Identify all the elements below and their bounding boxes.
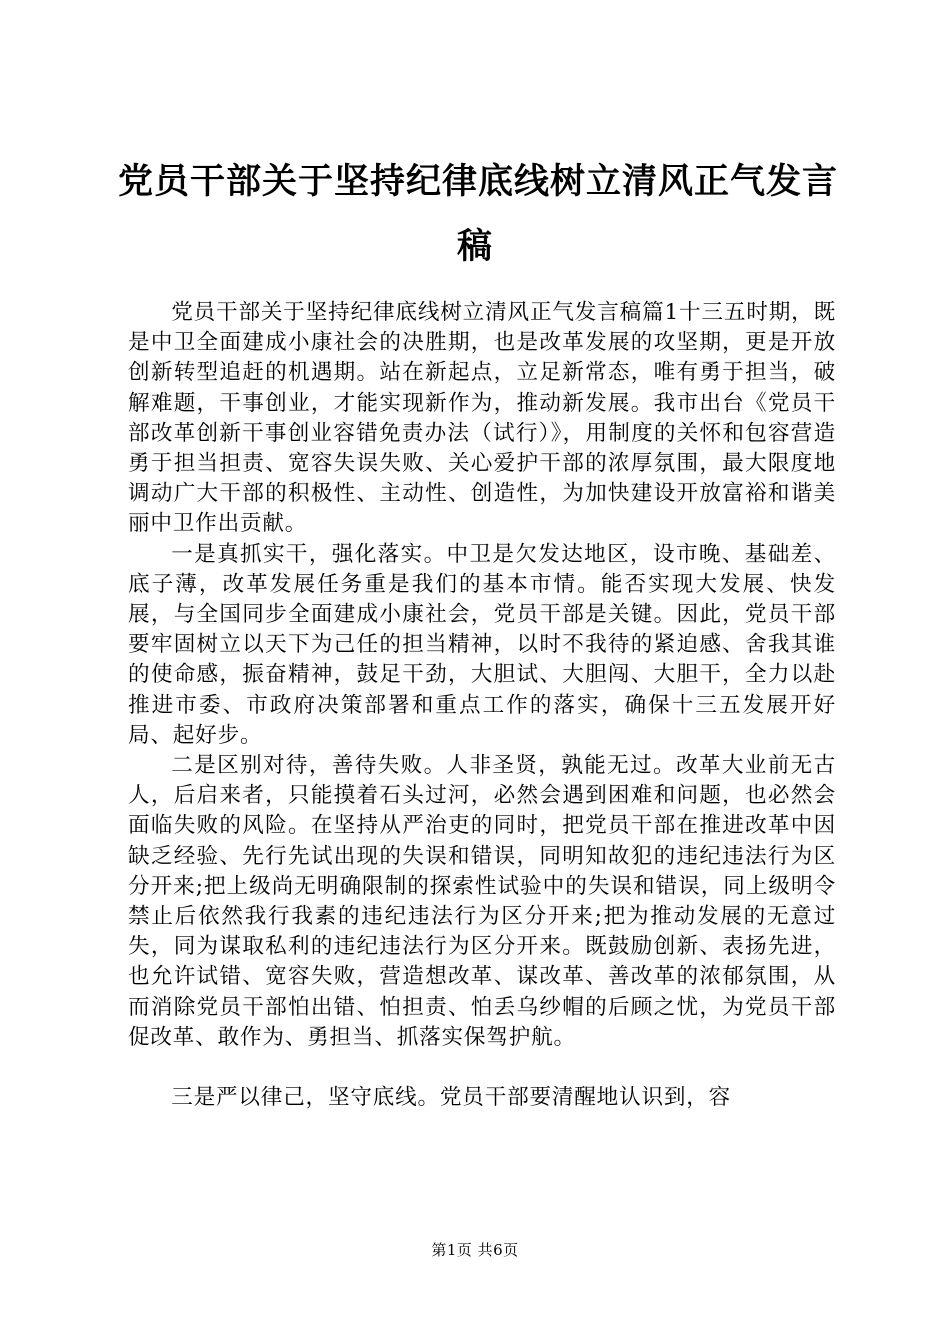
paragraph-point-two: 二是区别对待，善待失败。人非圣贤，孰能无过。改革大业前无古人，后启来者，只能摸着石头过河，必然会遇到困难和问题，也必然会面临失败的风险。在坚持从严治吏的同时，把党员干部在推进改革中因缺乏经验、先行先试出现的失误和错误，同明知故犯的违纪违法行为区分开来;把上级尚无明确限制的探索性试验中的失误和错误，同上级明令禁止后依然我行我素的违纪违法行为区分开来;把为推动发展的无意过失，同为谋取私利的违纪违法行为区分开来。既鼓励创新、表扬先进，也允许试错、宽容失败，营造想改革、谋改革、善改革的浓郁氛围，从而消除党员干部怕出错、怕担责、怕丢乌纱帽的后顾之忧，为党员干部促改革、敢作为、勇担当、抓落实保驾护航。 (128, 753, 836, 1050)
title-line-1: 党员干部关于坚持纪律底线树立清风正气发言 (118, 162, 839, 202)
paragraph-point-three: 三是严以律己，坚守底线。党员干部要清醒地认识到，容 (171, 1085, 732, 1111)
document-body (128, 298, 836, 1113)
title-line-2: 稿 (456, 227, 493, 267)
paragraph-point-one: 一是真抓实干，强化落实。中卫是欠发达地区，设市晚、基础差、底子薄，改革发展任务重是我们的基本市情。能否实现大发展、快发展，与全国同步全面建成小康社会，党员干部是关键。因此，党员干部要牢固树立以天下为己任的担当精神，以时不我待的紧迫感、舍我其谁的使命感，振奋精神，鼓足干劲，大胆试、大胆闯、大胆干，全力以赴推进市委、市政府决策部署和重点工作的落实，确保十三五发展开好局、起好步。 (128, 541, 836, 748)
page-footer: 第1页 共6页 (431, 1241, 519, 1259)
paragraph-intro: 党员干部关于坚持纪律底线树立清风正气发言稿篇1十三五时期，既是中卫全面建成小康社会的决胜期，也是改革发展的攻坚期，更是开放创新转型追赶的机遇期。站在新起点，立足新常态，唯有勇于担当，破解难题，干事创业，才能实现新作为，推动新发展。我市出台《党员干部改革创新干事创业容错免责办法（试行）》，用制度的关怀和包容营造勇于担当担责、宽容失误失败、关心爱护干部的浓厚氛围，最大限度地调动广大干部的积极性、主动性、创造性，为加快建设开放富裕和谐美丽中卫作出贡献。 (128, 300, 836, 537)
document-title (118, 150, 839, 280)
